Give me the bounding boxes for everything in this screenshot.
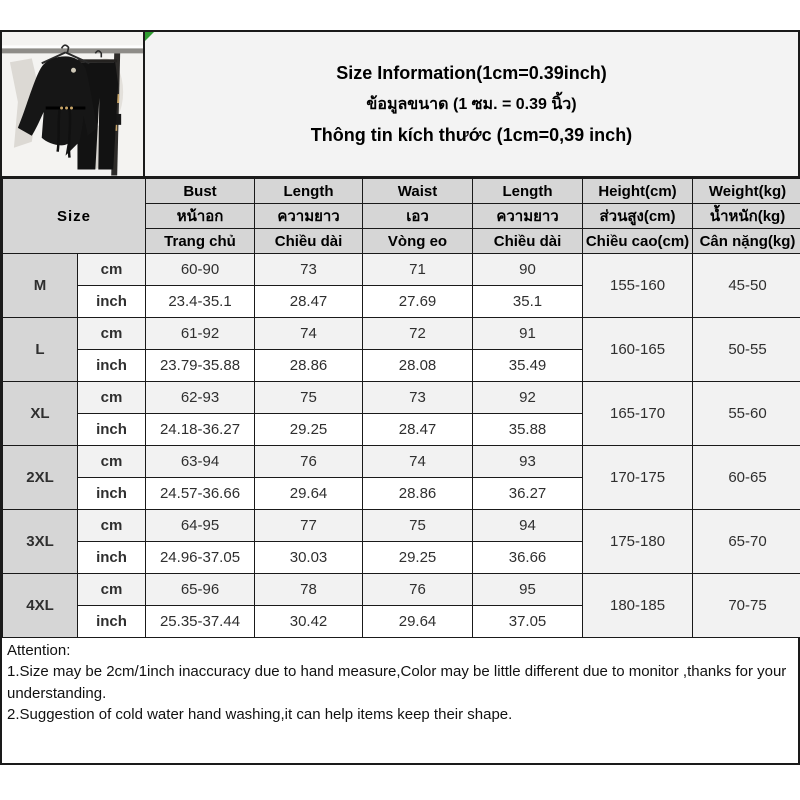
waist-inch-value: 28.86	[363, 478, 473, 510]
length2-cm-value: 92	[473, 382, 583, 414]
bust-cm-value: 65-96	[146, 574, 255, 606]
length-cm-value: 76	[255, 446, 363, 478]
col-header-waist-vi: Vòng eo	[363, 229, 473, 254]
length-inch-value: 29.25	[255, 414, 363, 446]
waist-cm-value: 72	[363, 318, 473, 350]
unit-cm-label: cm	[78, 446, 146, 478]
waist-cm-value: 73	[363, 382, 473, 414]
length-inch-value: 30.42	[255, 606, 363, 638]
unit-cm-label: cm	[78, 510, 146, 542]
height-value: 165-170	[583, 382, 693, 446]
size-label-m: M	[3, 254, 78, 318]
table-row-2xl-cm	[3, 446, 800, 478]
bust-cm-value: 62-93	[146, 382, 255, 414]
col-header-weight-vi: Cân nặng(kg)	[693, 229, 800, 254]
col-header-waist-en: Waist	[363, 179, 473, 204]
col-header-bust-en: Bust	[146, 179, 255, 204]
unit-cm-label: cm	[78, 382, 146, 414]
table-row-3xl-cm	[3, 510, 800, 542]
unit-cm-label: cm	[78, 574, 146, 606]
product-photo	[2, 32, 145, 176]
col-header-bust-vi: Trang chủ	[146, 229, 255, 254]
length-cm-value: 74	[255, 318, 363, 350]
weight-value: 50-55	[693, 318, 800, 382]
bust-inch-value: 25.35-37.44	[146, 606, 255, 638]
attention-note	[2, 638, 798, 763]
title-vietnamese: Thông tin kích thước (1cm=0,39 inch)	[310, 124, 633, 145]
unit-cm-label: cm	[78, 254, 146, 286]
height-value: 170-175	[583, 446, 693, 510]
length2-cm-value: 95	[473, 574, 583, 606]
bust-inch-value: 24.96-37.05	[146, 542, 255, 574]
table-row-4xl-cm	[3, 574, 800, 606]
table-row-l-cm	[3, 318, 800, 350]
waist-cm-value: 75	[363, 510, 473, 542]
length2-inch-value: 35.1	[473, 286, 583, 318]
col-header-weight-en: Weight(kg)	[693, 179, 800, 204]
height-value: 180-185	[583, 574, 693, 638]
table-row-xl-cm	[3, 382, 800, 414]
length-inch-value: 28.86	[255, 350, 363, 382]
length2-cm-value: 91	[473, 318, 583, 350]
weight-value: 45-50	[693, 254, 800, 318]
length-cm-value: 75	[255, 382, 363, 414]
title-thai: ข้อมูลขนาด (1 ซม. = 0.39 นิ้ว)	[366, 95, 577, 113]
length2-inch-value: 37.05	[473, 606, 583, 638]
length-cm-value: 77	[255, 510, 363, 542]
length2-cm-value: 90	[473, 254, 583, 286]
unit-cm-label: cm	[78, 318, 146, 350]
col-header-length-th: ความยาว	[255, 204, 363, 229]
length-cm-value: 73	[255, 254, 363, 286]
top-block	[2, 32, 798, 178]
size-label-2xl: 2XL	[3, 446, 78, 510]
size-label-4xl: 4XL	[3, 574, 78, 638]
col-header-length-vi: Chiều dài	[255, 229, 363, 254]
bust-inch-value: 24.18-36.27	[146, 414, 255, 446]
length2-inch-value: 36.27	[473, 478, 583, 510]
waist-cm-value: 74	[363, 446, 473, 478]
weight-value: 65-70	[693, 510, 800, 574]
size-chart-sheet	[0, 30, 800, 765]
size-table	[2, 178, 800, 638]
col-header-waist-th: เอว	[363, 204, 473, 229]
col-header-weight-th: น้ำหนัก(kg)	[693, 204, 800, 229]
col-header-bust-th: หน้าอก	[146, 204, 255, 229]
col-header-length2-th: ความยาว	[473, 204, 583, 229]
unit-inch-label: inch	[78, 286, 146, 318]
header-row-en	[3, 179, 800, 204]
attention-line-1: 1.Size may be 2cm/1inch inaccuracy due to hand measure,Color may be little different due to monitor ,thanks for your understanding.	[7, 663, 787, 702]
length-inch-value: 30.03	[255, 542, 363, 574]
height-value: 175-180	[583, 510, 693, 574]
size-column-header: Size	[3, 179, 146, 254]
col-header-height-th: ส่วนสูง(cm)	[583, 204, 693, 229]
length-inch-value: 28.47	[255, 286, 363, 318]
length2-cm-value: 93	[473, 446, 583, 478]
unit-inch-label: inch	[78, 542, 146, 574]
col-header-height-en: Height(cm)	[583, 179, 693, 204]
col-header-length2-en: Length	[473, 179, 583, 204]
bust-inch-value: 24.57-36.66	[146, 478, 255, 510]
bust-inch-value: 23.4-35.1	[146, 286, 255, 318]
col-header-length-en: Length	[255, 179, 363, 204]
size-label-xl: XL	[3, 382, 78, 446]
attention-line-2: 2.Suggestion of cold water hand washing,it can help items keep their shape.	[7, 705, 513, 723]
col-header-height-vi: Chiều cao(cm)	[583, 229, 693, 254]
col-header-length2-vi: Chiều dài	[473, 229, 583, 254]
size-table-body	[3, 254, 800, 638]
length2-inch-value: 35.88	[473, 414, 583, 446]
waist-inch-value: 29.64	[363, 606, 473, 638]
size-table-header	[3, 179, 800, 254]
waist-cm-value: 76	[363, 574, 473, 606]
cell-corner-marker-icon	[145, 32, 154, 41]
bust-cm-value: 63-94	[146, 446, 255, 478]
unit-inch-label: inch	[78, 350, 146, 382]
waist-inch-value: 28.08	[363, 350, 473, 382]
weight-value: 70-75	[693, 574, 800, 638]
product-photo-illustration	[2, 32, 143, 176]
table-row-m-cm	[3, 254, 800, 286]
waist-inch-value: 27.69	[363, 286, 473, 318]
bust-cm-value: 60-90	[146, 254, 255, 286]
bust-cm-value: 61-92	[146, 318, 255, 350]
height-value: 160-165	[583, 318, 693, 382]
weight-value: 60-65	[693, 446, 800, 510]
waist-cm-value: 71	[363, 254, 473, 286]
length2-cm-value: 94	[473, 510, 583, 542]
title-english: Size Information(1cm=0.39inch)	[336, 62, 607, 83]
unit-inch-label: inch	[78, 606, 146, 638]
size-info-header	[145, 32, 798, 176]
bust-cm-value: 64-95	[146, 510, 255, 542]
length-inch-value: 29.64	[255, 478, 363, 510]
unit-inch-label: inch	[78, 414, 146, 446]
attention-title: Attention:	[7, 642, 71, 659]
size-label-l: L	[3, 318, 78, 382]
size-label-3xl: 3XL	[3, 510, 78, 574]
bust-inch-value: 23.79-35.88	[146, 350, 255, 382]
weight-value: 55-60	[693, 382, 800, 446]
length-cm-value: 78	[255, 574, 363, 606]
length2-inch-value: 35.49	[473, 350, 583, 382]
height-value: 155-160	[583, 254, 693, 318]
unit-inch-label: inch	[78, 478, 146, 510]
length2-inch-value: 36.66	[473, 542, 583, 574]
waist-inch-value: 29.25	[363, 542, 473, 574]
waist-inch-value: 28.47	[363, 414, 473, 446]
